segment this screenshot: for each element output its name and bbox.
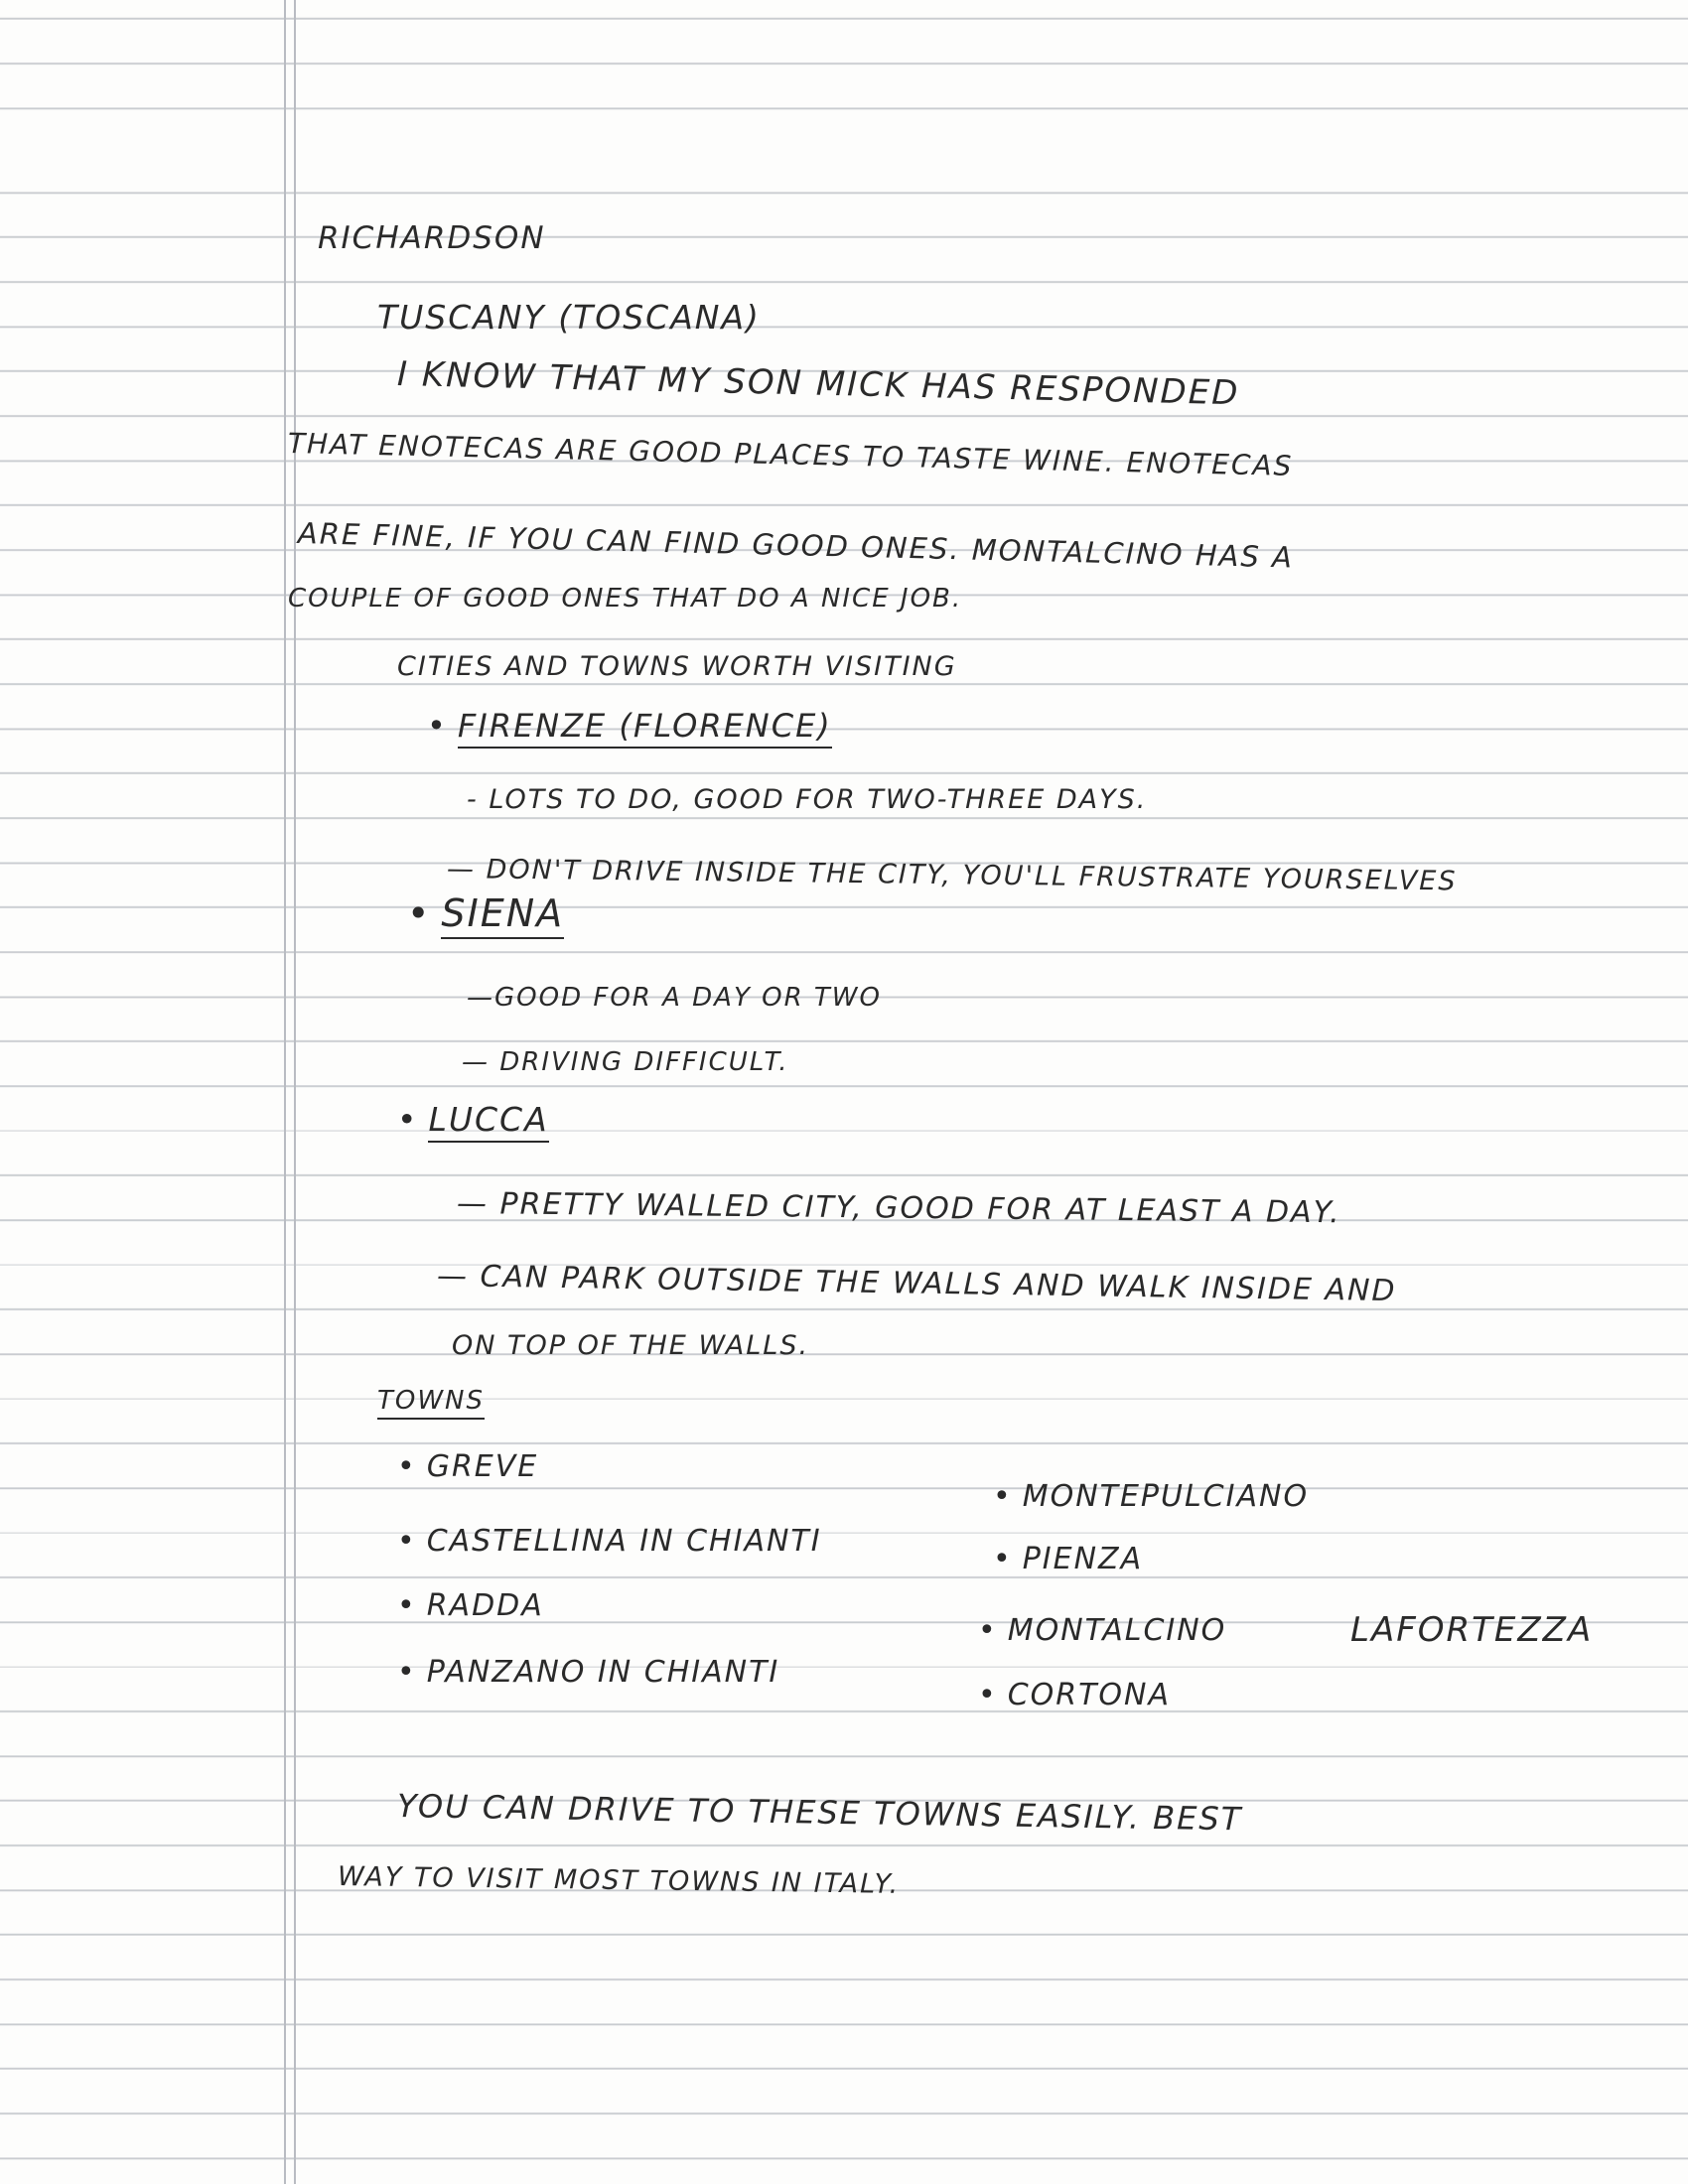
margin-line xyxy=(294,0,296,2184)
city-note: ON TOP OF THE WALLS. xyxy=(452,1330,810,1361)
intro-line: ARE FINE, IF YOU CAN FIND GOOD ONES. MONTALCINO HAS A xyxy=(297,516,1295,575)
town-item: • PIENZA xyxy=(993,1542,1144,1576)
city-note: — CAN PARK OUTSIDE THE WALLS AND WALK INSIDE AND xyxy=(436,1259,1397,1309)
town-note: LAFORTEZZA xyxy=(1350,1610,1594,1650)
intro-line: THAT ENOTECAS ARE GOOD PLACES TO TASTE WINE. ENOTECAS xyxy=(287,427,1294,482)
town-item: • GREVE xyxy=(397,1449,539,1484)
intro-line: I KNOW THAT MY SON MICK HAS RESPONDED xyxy=(396,354,1240,414)
town-item: • MONTALCINO xyxy=(978,1613,1227,1648)
towns-heading-text: TOWNS xyxy=(377,1386,485,1420)
town-name: PANZANO IN CHIANTI xyxy=(426,1655,780,1690)
city-note: — DON'T DRIVE INSIDE THE CITY, YOU'LL FRUSTRATE YOURSELVES xyxy=(446,854,1458,897)
town-item: • CORTONA xyxy=(978,1678,1172,1712)
town-item: • PANZANO IN CHIANTI xyxy=(397,1655,780,1690)
town-name: MONTEPULCIANO xyxy=(1022,1479,1310,1514)
city-note: —GOOD FOR A DAY OR TWO xyxy=(467,983,882,1013)
city-note: - LOTS TO DO, GOOD FOR TWO-THREE DAYS. xyxy=(467,784,1148,815)
city-name: LUCCA xyxy=(428,1100,548,1143)
town-name: CORTONA xyxy=(1007,1678,1172,1712)
city-name: FIRENZE (FLORENCE) xyxy=(458,707,832,749)
town-name: MONTALCINO xyxy=(1007,1613,1227,1648)
town-name: RADDA xyxy=(426,1588,544,1623)
intro-line: COUPLE OF GOOD ONES THAT DO A NICE JOB. xyxy=(288,584,963,614)
town-name: CASTELLINA IN CHIANTI xyxy=(426,1524,822,1559)
cities-heading: CITIES AND TOWNS WORTH VISITING xyxy=(397,651,957,682)
town-item: • CASTELLINA IN CHIANTI xyxy=(397,1524,822,1559)
margin-line xyxy=(284,0,286,2184)
closing-line: YOU CAN DRIVE TO THESE TOWNS EASILY. BEST xyxy=(396,1787,1243,1839)
towns-heading xyxy=(377,1386,485,1416)
region-title: TUSCANY (TOSCANA) xyxy=(377,298,761,337)
town-name: GREVE xyxy=(426,1449,539,1484)
author-name: RICHARDSON xyxy=(318,220,546,256)
city-item: • FIRENZE (FLORENCE) xyxy=(427,707,832,745)
city-item: • LUCCA xyxy=(397,1100,549,1139)
city-item: • SIENA xyxy=(407,891,564,935)
city-name: SIENA xyxy=(441,891,564,939)
town-name: PIENZA xyxy=(1022,1542,1144,1576)
city-note: — DRIVING DIFFICULT. xyxy=(462,1047,789,1077)
closing-line: WAY TO VISIT MOST TOWNS IN ITALY. xyxy=(337,1861,901,1900)
town-item: • RADDA xyxy=(397,1588,544,1623)
town-item: • MONTEPULCIANO xyxy=(993,1479,1310,1514)
city-note: — PRETTY WALLED CITY, GOOD FOR AT LEAST A DAY. xyxy=(456,1186,1341,1231)
